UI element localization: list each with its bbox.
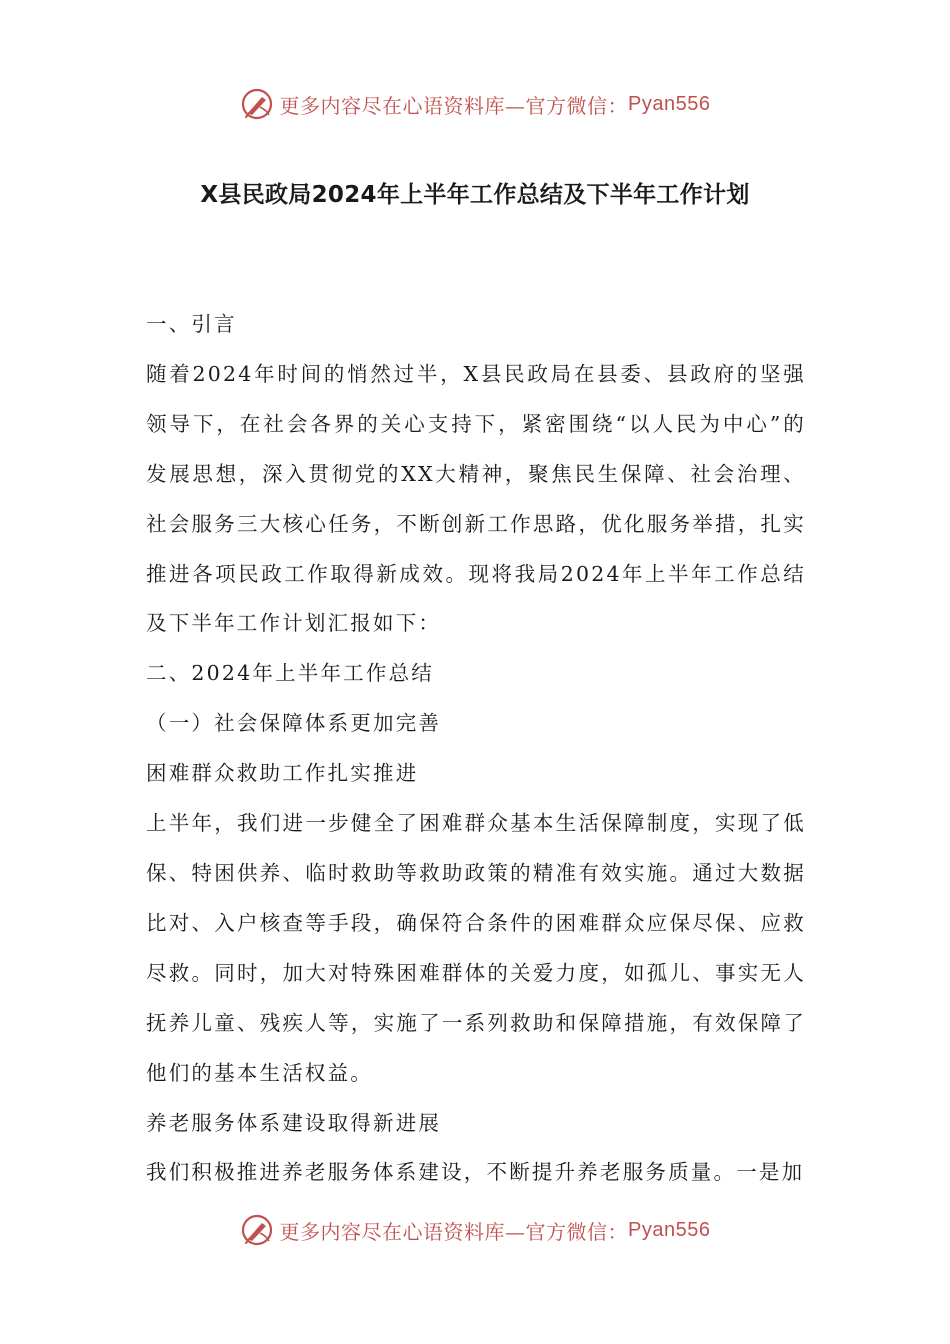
document-title: X县民政局2024年上半年工作总结及下半年工作计划 <box>200 182 750 208</box>
topic-heading-relief: 困难群众救助工作扎实推进 <box>146 761 419 786</box>
paragraph-intro: 随着2024年时间的悄然过半，X县民政局在县委、县政府的坚强领导下，在社会各界的关心支持下，紧密围绕“以人民为中心”的发展思想，深入贯彻党的XX大精神，聚焦民生保障、社会治理、社会服务三大核心任务，不断创新工作思路，优化服务举措，扎实推进各项民政工作取得新成效。现将我局2024年上半年工作总结及下半年工作计划汇报如下： <box>146 361 806 636</box>
document-body <box>146 300 806 1198</box>
pen-logo-icon <box>240 87 274 121</box>
section-heading-summary: 二、2024年上半年工作总结 <box>146 661 434 686</box>
paragraph-elderly-care: 我们积极推进养老服务体系建设，不断提升养老服务质量。一是加 <box>146 1160 805 1185</box>
banner-wechat-id: Pyan556 <box>628 92 711 115</box>
banner-wechat-id: Pyan556 <box>628 1218 711 1241</box>
banner-text: 更多内容尽在心语资料库—官方微信： <box>279 93 629 118</box>
header-watermark-banner <box>0 84 950 124</box>
section-heading-intro: 一、引言 <box>146 312 237 336</box>
footer-watermark-banner <box>0 1210 950 1250</box>
banner-text: 更多内容尽在心语资料库—官方微信： <box>279 1219 629 1244</box>
paragraph-relief: 上半年，我们进一步健全了困难群众基本生活保障制度，实现了低保、特困供养、临时救助等救助政策的精准有效实施。通过大数据比对、入户核查等手段，确保符合条件的困难群众应保尽保、应救尽救。同时，加大对特殊困难群体的关爱力度，如孤儿、事实无人抚养儿童、残疾人等，实施了一系列救助和保障措施，有效保障了他们的基本生活权益。 <box>146 811 806 1085</box>
subsection-heading-social-security: （一）社会保障体系更加完善 <box>146 711 442 736</box>
pen-logo-icon <box>240 1213 274 1247</box>
topic-heading-elderly-care: 养老服务体系建设取得新进展 <box>146 1110 442 1135</box>
